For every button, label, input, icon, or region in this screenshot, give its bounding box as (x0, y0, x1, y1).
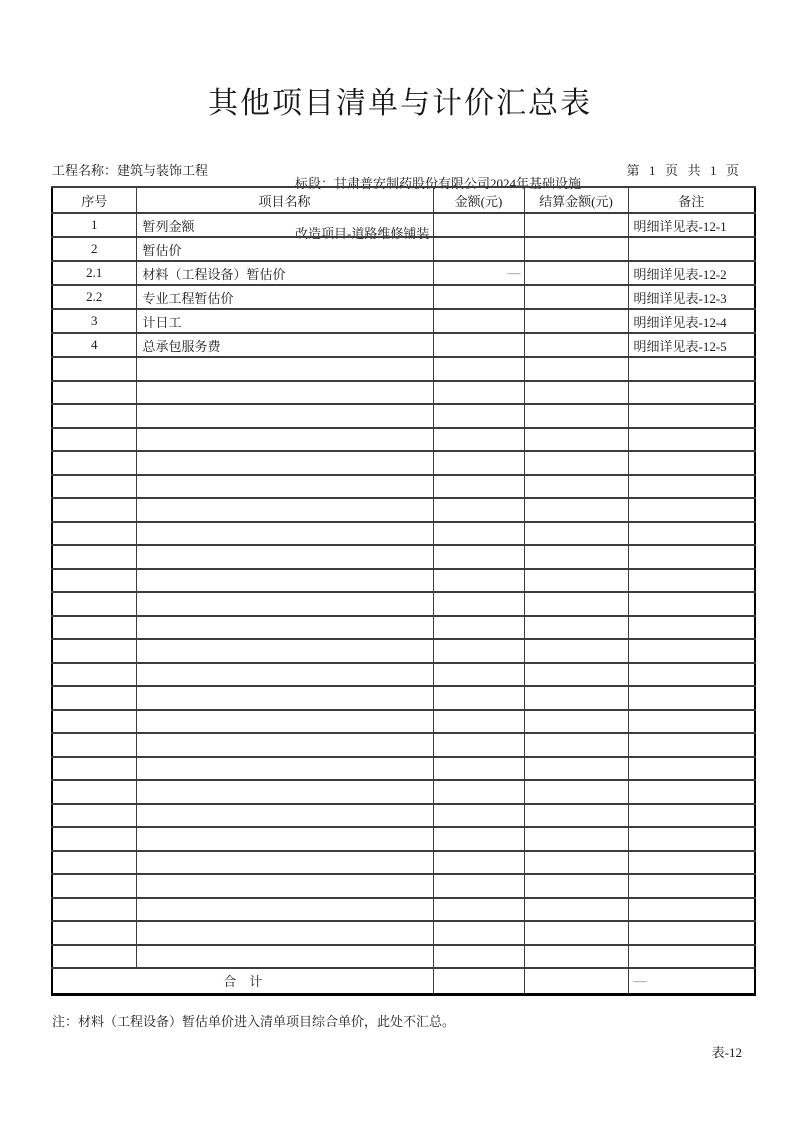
cell-no (52, 804, 136, 828)
cell-no (52, 592, 136, 616)
table-row (52, 237, 755, 261)
cell-name (136, 686, 433, 710)
table-footer (52, 968, 755, 994)
cell-amount (433, 592, 524, 616)
cell-settlement (524, 237, 628, 261)
cell-name (136, 428, 433, 452)
cell-amount (433, 545, 524, 569)
cell-name (136, 804, 433, 828)
empty-table-row (52, 686, 755, 710)
cell-remark (628, 804, 755, 828)
empty-table-row (52, 451, 755, 475)
cell-remark (628, 757, 755, 781)
cell-amount (433, 898, 524, 922)
empty-table-row (52, 733, 755, 757)
cell-no (52, 381, 136, 405)
cell-no (52, 475, 136, 499)
cell-name (136, 733, 433, 757)
column-header-name: 项目名称 (136, 187, 433, 213)
cell-settlement (524, 851, 628, 875)
cell-amount (433, 874, 524, 898)
empty-table-row (52, 639, 755, 663)
cell-amount (433, 498, 524, 522)
cell-amount (433, 757, 524, 781)
cell-no: 4 (52, 333, 136, 357)
cell-amount (433, 616, 524, 640)
cell-no (52, 686, 136, 710)
cell-name (136, 851, 433, 875)
cell-amount (433, 733, 524, 757)
cell-amount (433, 780, 524, 804)
cell-no: 2 (52, 237, 136, 261)
cell-no: 3 (52, 309, 136, 333)
cell-amount (433, 851, 524, 875)
empty-table-row (52, 780, 755, 804)
footer-note: 注：材料（工程设备）暂估单价进入清单项目综合单价，此处不汇总。 (52, 1014, 456, 1029)
cell-name: 专业工程暂估价 (136, 285, 433, 309)
section-line1: 标段：甘肃普安制药股份有限公司2024年基础设施 (295, 176, 582, 191)
empty-table-row (52, 710, 755, 734)
cell-amount (433, 451, 524, 475)
cell-no (52, 498, 136, 522)
table-body (52, 213, 755, 968)
cell-no (52, 428, 136, 452)
cell-name (136, 381, 433, 405)
table-ref: 表-12 (711, 1045, 742, 1060)
cell-remark (628, 710, 755, 734)
cell-settlement (524, 945, 628, 969)
cell-amount: — (433, 261, 524, 285)
cell-amount (433, 827, 524, 851)
cell-remark (628, 569, 755, 593)
cell-remark: 明细详见表-12-4 (628, 309, 755, 333)
cell-no (52, 945, 136, 969)
cell-remark: 明细详见表-12-1 (628, 213, 755, 237)
cell-name: 暂列金额 (136, 213, 433, 237)
cell-settlement (524, 639, 628, 663)
column-header-remark: 备注 (628, 187, 755, 213)
cell-no (52, 616, 136, 640)
cell-name (136, 569, 433, 593)
cell-remark: 明细详见表-12-2 (628, 261, 755, 285)
cell-settlement (524, 357, 628, 381)
cell-settlement (524, 921, 628, 945)
cell-settlement (524, 710, 628, 734)
cell-settlement (524, 804, 628, 828)
cell-amount (433, 686, 524, 710)
cell-settlement (524, 757, 628, 781)
cell-remark (628, 733, 755, 757)
cell-settlement (524, 545, 628, 569)
cell-name (136, 710, 433, 734)
cell-no (52, 898, 136, 922)
cell-settlement (524, 381, 628, 405)
cell-remark (628, 545, 755, 569)
cell-remark (628, 898, 755, 922)
cell-remark (628, 921, 755, 945)
cell-no (52, 780, 136, 804)
cell-no (52, 451, 136, 475)
cell-remark (628, 237, 755, 261)
total-amount-cell (433, 968, 524, 994)
cell-settlement (524, 309, 628, 333)
cell-name (136, 663, 433, 687)
cell-remark (628, 592, 755, 616)
cell-amount (433, 285, 524, 309)
cell-amount (433, 404, 524, 428)
table-row (52, 309, 755, 333)
cell-remark (628, 780, 755, 804)
total-settlement-cell (524, 968, 628, 994)
cell-settlement (524, 592, 628, 616)
cell-name (136, 357, 433, 381)
cell-name (136, 639, 433, 663)
cell-settlement (524, 285, 628, 309)
cell-amount (433, 945, 524, 969)
empty-table-row (52, 874, 755, 898)
cell-amount (433, 804, 524, 828)
cell-remark (628, 663, 755, 687)
project-name-label: 工程名称：建筑与装饰工程 (52, 163, 209, 178)
cell-name (136, 921, 433, 945)
cell-settlement (524, 686, 628, 710)
empty-table-row (52, 921, 755, 945)
cell-amount (433, 710, 524, 734)
empty-table-row (52, 475, 755, 499)
cell-remark (628, 851, 755, 875)
empty-table-row (52, 428, 755, 452)
cell-remark: 明细详见表-12-5 (628, 333, 755, 357)
cell-amount (433, 522, 524, 546)
cell-amount (433, 237, 524, 261)
cell-settlement (524, 498, 628, 522)
column-header-settlement: 结算金额(元) (524, 187, 628, 213)
cell-settlement (524, 569, 628, 593)
cell-settlement (524, 663, 628, 687)
cell-remark (628, 827, 755, 851)
cell-amount (433, 428, 524, 452)
cell-name (136, 404, 433, 428)
cell-no (52, 874, 136, 898)
cell-name (136, 498, 433, 522)
column-header-no: 序号 (52, 187, 136, 213)
total-remark-cell: — (628, 968, 755, 994)
cell-remark (628, 428, 755, 452)
table-row (52, 261, 755, 285)
cell-settlement (524, 213, 628, 237)
cell-remark (628, 686, 755, 710)
cell-no (52, 569, 136, 593)
cell-no: 1 (52, 213, 136, 237)
empty-table-row (52, 616, 755, 640)
cell-no (52, 827, 136, 851)
cell-name (136, 898, 433, 922)
cell-remark (628, 522, 755, 546)
cell-amount (433, 357, 524, 381)
cell-settlement (524, 451, 628, 475)
cell-amount (433, 663, 524, 687)
cell-name (136, 874, 433, 898)
cell-remark (628, 357, 755, 381)
cell-name (136, 545, 433, 569)
cell-name (136, 522, 433, 546)
cell-remark (628, 381, 755, 405)
cell-no (52, 921, 136, 945)
cell-name (136, 780, 433, 804)
cell-no: 2.1 (52, 261, 136, 285)
cell-name: 暂估价 (136, 237, 433, 261)
cell-no (52, 522, 136, 546)
empty-table-row (52, 663, 755, 687)
empty-table-row (52, 404, 755, 428)
cell-remark: 明细详见表-12-3 (628, 285, 755, 309)
cell-settlement (524, 898, 628, 922)
cell-no: 2.2 (52, 285, 136, 309)
cell-name (136, 451, 433, 475)
cell-settlement (524, 404, 628, 428)
table-row (52, 213, 755, 237)
cell-name (136, 757, 433, 781)
cell-amount (433, 639, 524, 663)
cell-name (136, 827, 433, 851)
total-label: 合 计 (52, 968, 433, 994)
cell-settlement (524, 827, 628, 851)
cell-remark (628, 874, 755, 898)
cell-amount (433, 569, 524, 593)
cell-settlement (524, 780, 628, 804)
cell-settlement (524, 522, 628, 546)
cell-name (136, 475, 433, 499)
cell-no (52, 404, 136, 428)
table-row (52, 285, 755, 309)
cell-remark (628, 404, 755, 428)
empty-table-row (52, 545, 755, 569)
cell-amount (433, 213, 524, 237)
cell-name: 计日工 (136, 309, 433, 333)
cell-amount (433, 309, 524, 333)
cell-remark (628, 639, 755, 663)
cell-settlement (524, 261, 628, 285)
cell-remark (628, 451, 755, 475)
section-line2: 改造项目-道路维修铺装 (295, 225, 430, 241)
empty-table-row (52, 827, 755, 851)
cell-no (52, 757, 136, 781)
cell-settlement (524, 616, 628, 640)
cell-settlement (524, 475, 628, 499)
total-row (52, 968, 755, 994)
cell-settlement (524, 733, 628, 757)
empty-table-row (52, 898, 755, 922)
cell-remark (628, 616, 755, 640)
cell-amount (433, 333, 524, 357)
cell-no (52, 710, 136, 734)
cell-name (136, 945, 433, 969)
cell-settlement (524, 874, 628, 898)
cell-remark (628, 945, 755, 969)
empty-table-row (52, 851, 755, 875)
table-row (52, 333, 755, 357)
empty-table-row (52, 804, 755, 828)
cell-amount (433, 475, 524, 499)
cell-name: 材料（工程设备）暂估价 (136, 261, 433, 285)
empty-table-row (52, 522, 755, 546)
summary-table (51, 186, 756, 996)
cell-name (136, 616, 433, 640)
cell-name: 总承包服务费 (136, 333, 433, 357)
cell-no (52, 545, 136, 569)
empty-table-row (52, 757, 755, 781)
cell-amount (433, 921, 524, 945)
page-title: 其他项目清单与计价汇总表 (208, 87, 592, 120)
cell-amount (433, 381, 524, 405)
cell-settlement (524, 333, 628, 357)
cell-no (52, 357, 136, 381)
cell-no (52, 733, 136, 757)
cell-remark (628, 475, 755, 499)
empty-table-row (52, 357, 755, 381)
cell-name (136, 592, 433, 616)
table-header (52, 187, 755, 213)
page-number: 第 1 页 共 1 页 (626, 163, 740, 178)
empty-table-row (52, 381, 755, 405)
empty-table-row (52, 945, 755, 969)
empty-table-row (52, 592, 755, 616)
cell-remark (628, 498, 755, 522)
cell-no (52, 663, 136, 687)
column-header-amount: 金额(元) (433, 187, 524, 213)
cell-settlement (524, 428, 628, 452)
empty-table-row (52, 569, 755, 593)
header-row (52, 187, 755, 213)
cell-no (52, 639, 136, 663)
cell-no (52, 851, 136, 875)
empty-table-row (52, 498, 755, 522)
